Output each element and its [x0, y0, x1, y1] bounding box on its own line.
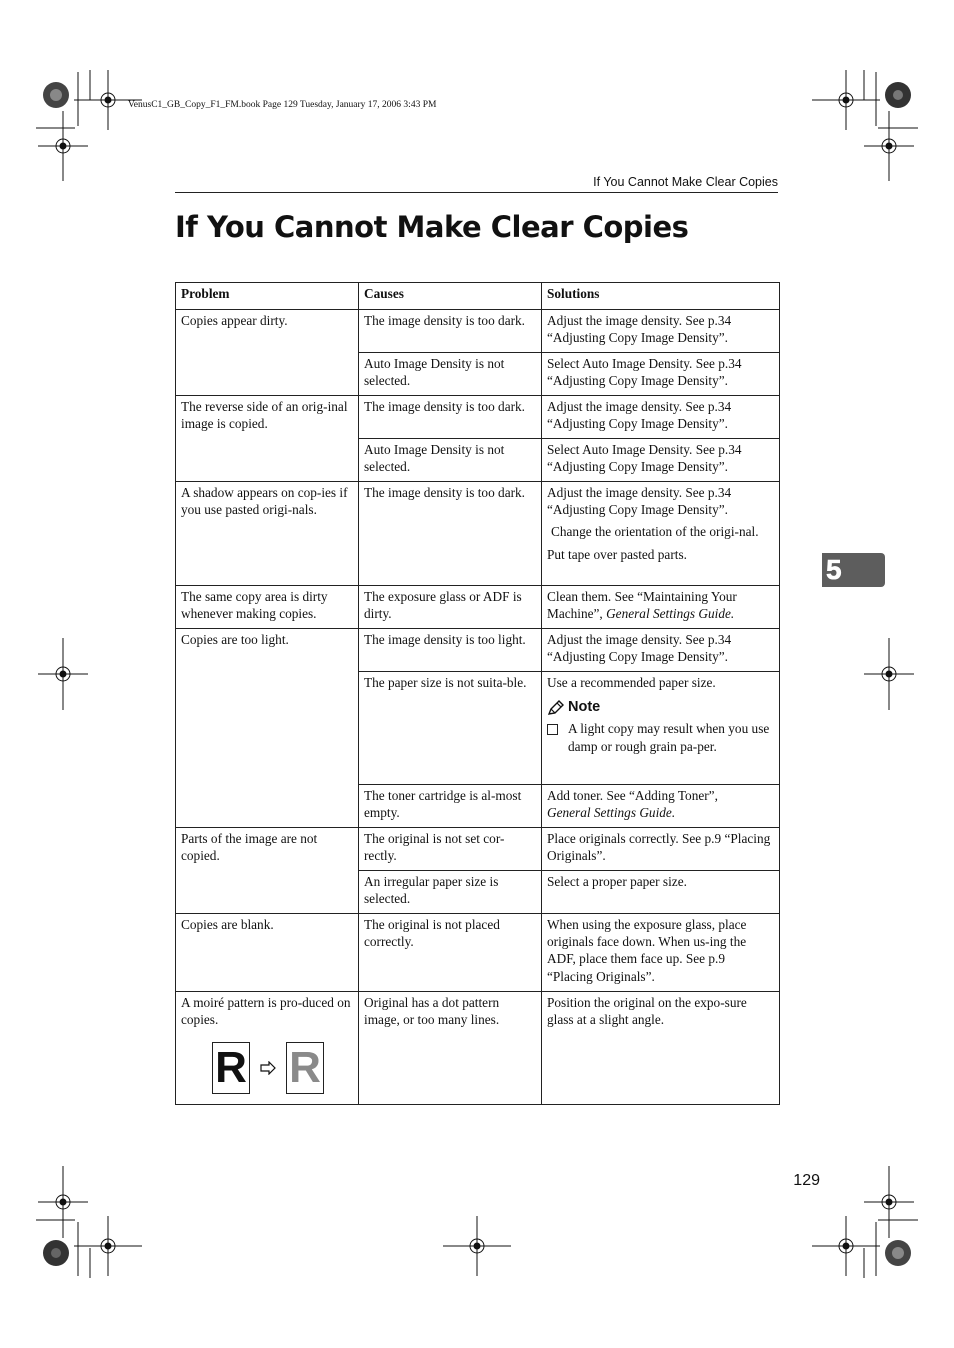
troubleshooting-table [175, 282, 780, 1105]
note-label: Note [568, 699, 601, 716]
problem-text: A moiré pattern is pro-duced on copies. [181, 995, 351, 1028]
table-row [176, 992, 780, 1105]
solution-guide-ref: General Settings Guide. [606, 606, 735, 622]
solution-cell: Select Auto Image Density. See p.34 “Adjusting Copy Image Density”. [542, 353, 780, 396]
problem-cell: Copies are too light. [176, 629, 359, 828]
solution-guide-ref: General Settings Guide. [547, 805, 676, 821]
chapter-tab [822, 553, 885, 587]
arrow-right-icon [260, 1061, 276, 1075]
header-rule [175, 192, 778, 193]
page-number: 129 [793, 1172, 820, 1189]
problem-cell: A shadow appears on cop-ies if you use pasted origi-nals. [176, 482, 359, 586]
solution-cell: Position the original on the expo-sure glass at a slight angle. [542, 992, 780, 1105]
running-header: If You Cannot Make Clear Copies [593, 175, 778, 189]
cause-cell: An irregular paper size is selected. [359, 871, 542, 914]
cause-cell: The image density is too dark. [359, 310, 542, 353]
solution-text: Add toner. See “Adding Toner”, [547, 788, 718, 803]
cause-cell: The paper size is not suita-ble. [359, 672, 542, 785]
table-header-row [176, 283, 780, 310]
solution-cell [542, 785, 780, 828]
table-row [176, 629, 780, 672]
header-problem: Problem [176, 283, 359, 310]
table-row [176, 310, 780, 353]
problem-cell [176, 992, 359, 1105]
cause-cell: The toner cartridge is al-most empty. [359, 785, 542, 828]
moire-r-figure: R [286, 1042, 324, 1094]
note-heading [547, 699, 774, 716]
solution-cell: Adjust the image density. See p.34 “Adjusting Copy Image Density”. [542, 396, 780, 439]
cause-cell: Original has a dot pattern image, or too many lines. [359, 992, 542, 1105]
chapter-tab-number: 5 [826, 554, 842, 585]
solution-cell: When using the exposure glass, place originals face down. When us-ing the ADF, place them face up. See p.9 “Placing Originals”. [542, 914, 780, 992]
table-row [176, 396, 780, 439]
page-title: If You Cannot Make Clear Copies [175, 210, 689, 244]
note-text: A light copy may result when you use damp or rough grain pa-per. [568, 721, 770, 754]
moire-illustration [212, 1042, 353, 1094]
solution-cell: Select a proper paper size. [542, 871, 780, 914]
cause-cell: The image density is too dark. [359, 396, 542, 439]
cause-cell: Auto Image Density is not selected. [359, 353, 542, 396]
solution-text: Put tape over pasted parts. [547, 546, 687, 562]
solution-text: Change the orientation of the origi-nal. [551, 524, 759, 540]
original-r-figure: R [212, 1042, 250, 1094]
solution-cell: Adjust the image density. See p.34 “Adjusting Copy Image Density”. [542, 310, 780, 353]
solution-text: Use a recommended paper size. [547, 675, 716, 690]
cause-cell: The original is not set cor-rectly. [359, 828, 542, 871]
solution-cell [542, 482, 780, 586]
header-causes: Causes [359, 283, 542, 310]
problem-cell: The reverse side of an orig-inal image is copied. [176, 396, 359, 482]
pencil-icon [547, 700, 565, 716]
solution-text: Clean them. See “Maintaining Your Machine”, [547, 589, 737, 622]
problem-cell: The same copy area is dirty whenever making copies. [176, 586, 359, 629]
table-row [176, 828, 780, 871]
table-row [176, 482, 780, 586]
solution-cell: Adjust the image density. See p.34 “Adjusting Copy Image Density”. [542, 629, 780, 672]
header-solutions: Solutions [542, 283, 780, 310]
cause-cell: The image density is too dark. [359, 482, 542, 586]
cause-cell: Auto Image Density is not selected. [359, 439, 542, 482]
book-info-line: VenusC1_GB_Copy_F1_FM.book Page 129 Tuesday, January 17, 2006 3:43 PM [128, 100, 437, 110]
problem-cell: Parts of the image are not copied. [176, 828, 359, 914]
checkbox-square-icon [547, 724, 558, 735]
note-item [547, 720, 774, 754]
solution-cell: Select Auto Image Density. See p.34 “Adjusting Copy Image Density”. [542, 439, 780, 482]
solution-cell [542, 586, 780, 629]
solution-cell: Place originals correctly. See p.9 “Placing Originals”. [542, 828, 780, 871]
table-row [176, 586, 780, 629]
problem-cell: Copies appear dirty. [176, 310, 359, 396]
table-row [176, 914, 780, 992]
solution-cell [542, 672, 780, 785]
problem-cell: Copies are blank. [176, 914, 359, 992]
solution-text: Adjust the image density. See p.34 “Adjusting Copy Image Density”. [547, 485, 732, 518]
cause-cell: The original is not placed correctly. [359, 914, 542, 992]
cause-cell: The exposure glass or ADF is dirty. [359, 586, 542, 629]
cause-cell: The image density is too light. [359, 629, 542, 672]
